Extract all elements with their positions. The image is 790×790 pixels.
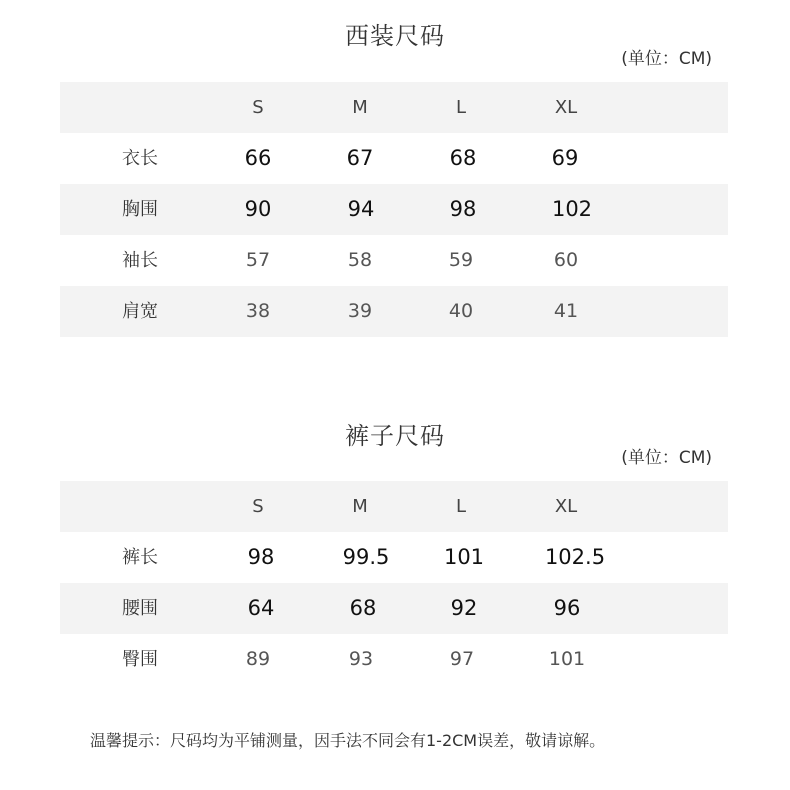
table-row bbox=[60, 532, 728, 583]
size-header-s: S bbox=[252, 97, 264, 118]
row-label: 裤长 bbox=[122, 547, 158, 568]
table-row bbox=[60, 286, 728, 337]
row-label: 肩宽 bbox=[122, 301, 158, 322]
table-cell: 101 bbox=[548, 648, 586, 670]
table-header-row bbox=[60, 481, 728, 532]
pants-unit-label: (单位：CM) bbox=[621, 448, 712, 468]
table-cell: 67 bbox=[346, 146, 374, 170]
table-cell: 98 bbox=[449, 197, 477, 221]
table-cell: 96 bbox=[553, 596, 581, 620]
table-cell: 94 bbox=[347, 197, 375, 221]
size-header-s: S bbox=[252, 496, 264, 517]
size-header-xl: XL bbox=[554, 97, 578, 118]
table-row bbox=[60, 583, 728, 634]
size-header-m: M bbox=[352, 496, 368, 517]
table-row bbox=[60, 184, 728, 235]
table-cell: 64 bbox=[247, 596, 275, 620]
pants-size-title: 裤子尺码 bbox=[345, 422, 445, 450]
table-cell: 90 bbox=[244, 197, 272, 221]
table-row bbox=[60, 235, 728, 286]
table-cell: 39 bbox=[347, 300, 373, 322]
table-cell: 101 bbox=[443, 545, 485, 569]
table-cell: 40 bbox=[448, 300, 474, 322]
row-label: 臀围 bbox=[122, 649, 158, 670]
jacket-size-title: 西装尺码 bbox=[345, 22, 445, 50]
table-cell: 38 bbox=[245, 300, 271, 322]
measurement-note: 温馨提示：尺码均为平铺测量，因手法不同会有1-2CM误差，敬请谅解。 bbox=[90, 731, 606, 750]
table-row bbox=[60, 133, 728, 184]
table-cell: 57 bbox=[245, 249, 271, 271]
table-cell: 89 bbox=[245, 648, 271, 670]
jacket-unit-label: (单位：CM) bbox=[621, 49, 712, 69]
table-cell: 93 bbox=[348, 648, 374, 670]
table-cell: 41 bbox=[553, 300, 579, 322]
table-cell: 68 bbox=[449, 146, 477, 170]
table-cell: 69 bbox=[551, 146, 579, 170]
table-cell: 98 bbox=[247, 545, 275, 569]
size-header-xl: XL bbox=[554, 496, 578, 517]
table-cell: 58 bbox=[347, 249, 373, 271]
table-cell: 97 bbox=[449, 648, 475, 670]
size-header-l: L bbox=[455, 496, 467, 517]
table-cell: 59 bbox=[448, 249, 474, 271]
jacket-size-table bbox=[60, 82, 728, 337]
table-cell: 92 bbox=[450, 596, 478, 620]
table-cell: 102 bbox=[551, 197, 593, 221]
table-row bbox=[60, 634, 728, 685]
row-label: 袖长 bbox=[122, 250, 158, 271]
pants-size-table bbox=[60, 481, 728, 685]
table-cell: 102.5 bbox=[544, 545, 606, 569]
row-label: 腰围 bbox=[122, 598, 158, 619]
table-header-row bbox=[60, 82, 728, 133]
row-label: 衣长 bbox=[122, 148, 158, 169]
table-cell: 66 bbox=[244, 146, 272, 170]
size-header-l: L bbox=[455, 97, 467, 118]
row-label: 胸围 bbox=[122, 199, 158, 220]
size-header-m: M bbox=[352, 97, 368, 118]
table-cell: 99.5 bbox=[342, 545, 390, 569]
table-cell: 60 bbox=[553, 249, 579, 271]
table-cell: 68 bbox=[349, 596, 377, 620]
